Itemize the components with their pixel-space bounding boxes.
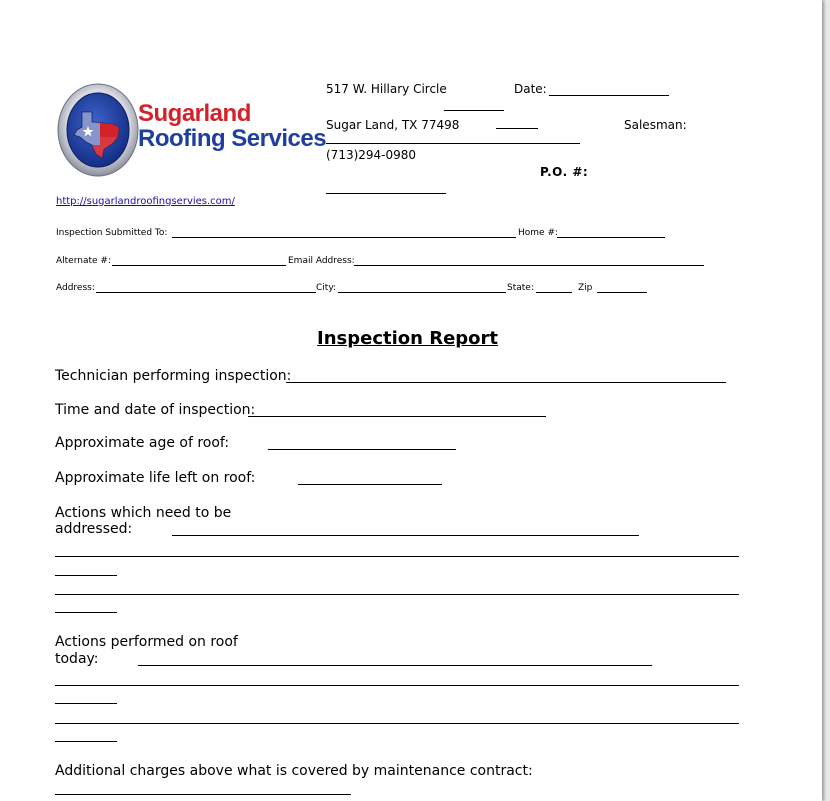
actions-needed-label-line2: addressed:	[55, 521, 133, 537]
email-field[interactable]	[354, 265, 704, 266]
logo-name-line1: Sugarland	[138, 100, 251, 127]
actions-needed-line-2-cont[interactable]	[55, 612, 117, 613]
actions-performed-line-1[interactable]	[55, 685, 739, 686]
address-field[interactable]	[96, 292, 316, 293]
submitted-to-label: Inspection Submitted To:	[56, 228, 168, 238]
salesman-label: Salesman:	[624, 118, 687, 132]
company-address-line1: 517 W. Hillary Circle	[326, 82, 447, 96]
additional-charges-field[interactable]	[55, 794, 351, 795]
life-left-field[interactable]	[298, 484, 442, 485]
actions-needed-line-2[interactable]	[55, 594, 739, 595]
city-label: City:	[316, 283, 337, 293]
actions-needed-label-line1: Actions which need to be	[55, 505, 232, 521]
roof-age-field[interactable]	[268, 449, 456, 450]
address-label: Address:	[56, 283, 95, 293]
date-label: Date:	[514, 82, 547, 96]
actions-performed-line-2-cont[interactable]	[55, 741, 117, 742]
home-phone-label: Home #:	[518, 228, 559, 238]
actions-performed-label-line2: today:	[55, 651, 99, 667]
address-blank-rule	[444, 110, 504, 111]
address-underline	[326, 143, 580, 144]
state-label: State:	[507, 283, 534, 293]
actions-needed-line-1[interactable]	[55, 556, 739, 557]
state-field[interactable]	[536, 292, 572, 293]
actions-needed-field[interactable]	[172, 535, 639, 536]
actions-performed-label-line1: Actions performed on roof	[55, 634, 238, 650]
technician-field[interactable]	[286, 382, 726, 383]
email-label: Email Address:	[288, 256, 355, 266]
actions-performed-line-2[interactable]	[55, 723, 739, 724]
technician-label: Technician performing inspection:	[55, 368, 292, 384]
time-date-label: Time and date of inspection:	[55, 402, 256, 418]
actions-performed-line-1-cont[interactable]	[55, 703, 117, 704]
actions-performed-field[interactable]	[138, 665, 652, 666]
date-field[interactable]	[549, 95, 669, 96]
zip-label: Zip	[578, 283, 593, 293]
company-address-line2: Sugar Land, TX 77498	[326, 118, 460, 132]
texas-seal-icon	[56, 82, 140, 178]
company-phone: (713)294-0980	[326, 148, 417, 162]
phone-blank-rule	[326, 193, 446, 194]
address-blank-rule-2	[496, 128, 538, 129]
po-label: P.O. #:	[540, 165, 589, 179]
home-phone-field[interactable]	[557, 237, 665, 238]
roof-age-label: Approximate age of roof:	[55, 435, 230, 451]
additional-charges-label: Additional charges above what is covered by maintenance contract:	[55, 763, 533, 779]
actions-needed-line-1-cont[interactable]	[55, 575, 117, 576]
submitted-to-field[interactable]	[172, 237, 516, 238]
logo-name-line2: Roofing Services	[138, 125, 327, 152]
alternate-phone-field[interactable]	[112, 265, 286, 266]
company-website-link[interactable]: http://sugarlandroofingservies.com/	[56, 196, 235, 207]
city-field[interactable]	[338, 292, 506, 293]
life-left-label: Approximate life left on roof:	[55, 470, 256, 486]
report-title: Inspection Report	[317, 328, 499, 349]
zip-field[interactable]	[597, 292, 647, 293]
company-logo	[56, 80, 328, 180]
alternate-phone-label: Alternate #:	[56, 256, 111, 266]
time-date-field[interactable]	[248, 416, 546, 417]
